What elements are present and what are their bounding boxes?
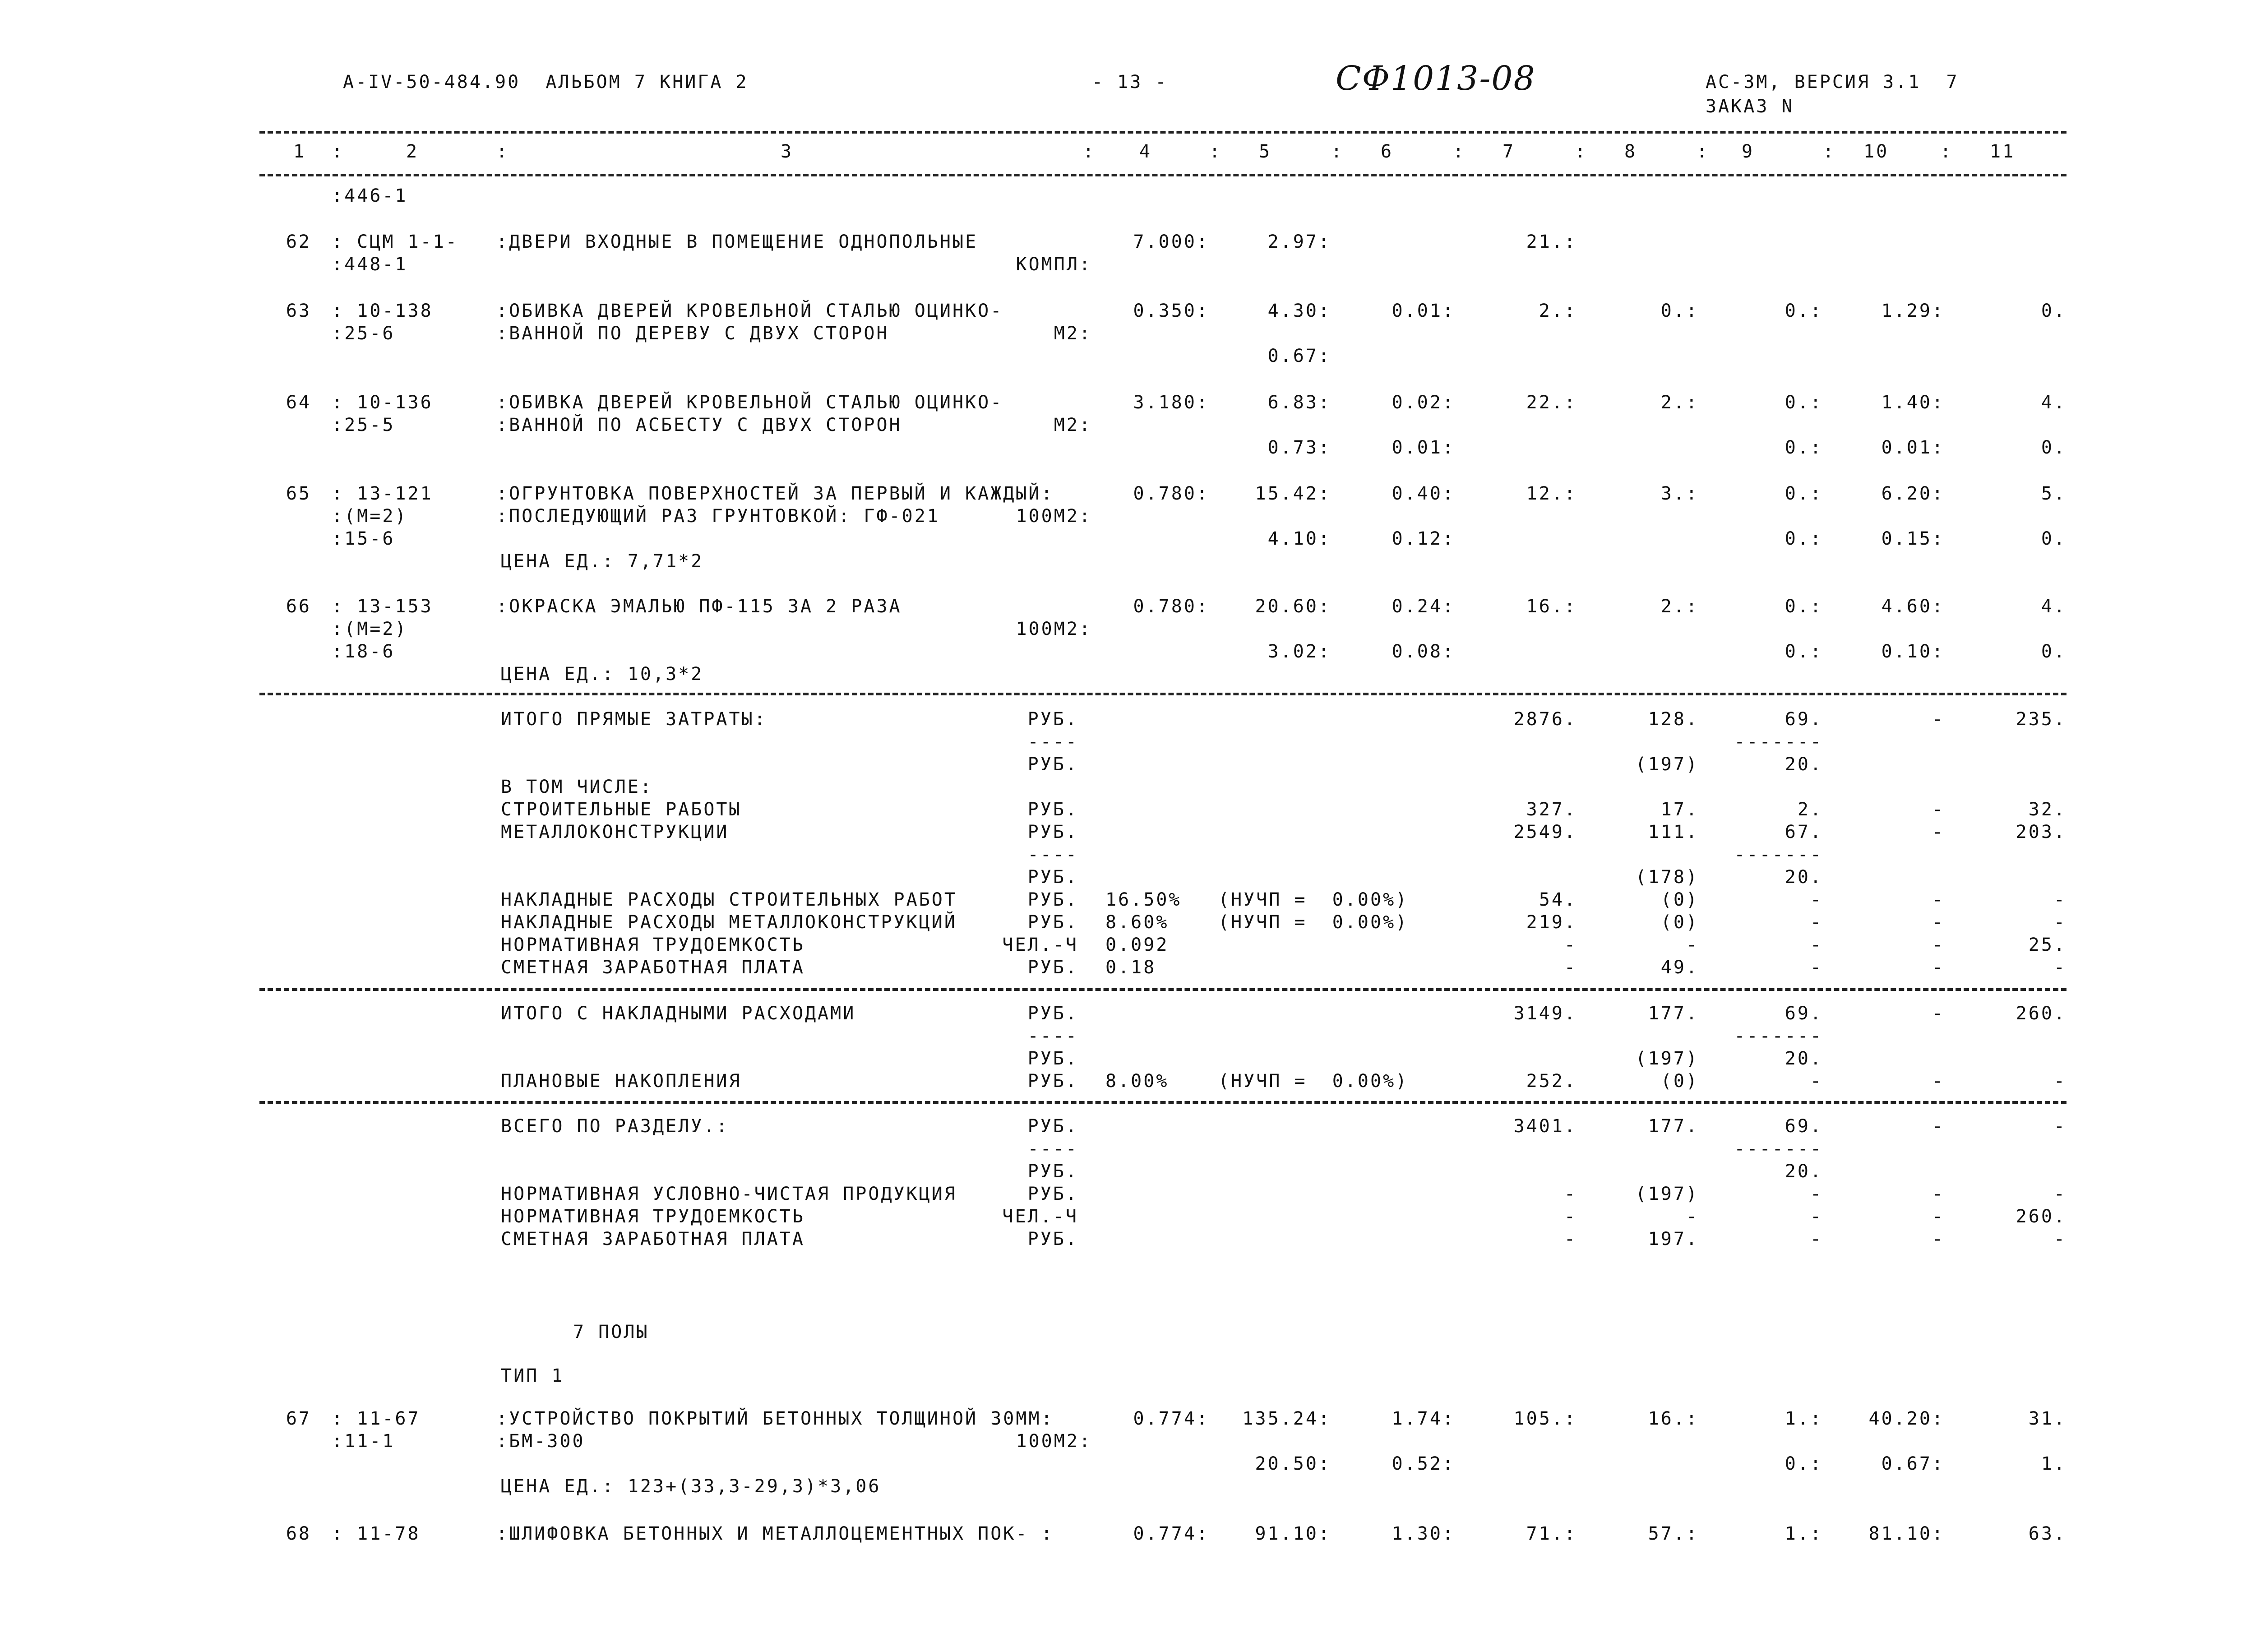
item-unit: 100М2: — [1016, 1431, 1092, 1452]
item-name: :ОКРАСКА ЭМАЛЬЮ ПФ-115 ЗА 2 РАЗА — [496, 596, 902, 617]
cell-c5: 15.42: — [1255, 483, 1331, 504]
item-unit: КОМПЛ: — [1016, 254, 1092, 275]
item-code: :11-1 — [332, 1431, 395, 1452]
summary-label: ВСЕГО ПО РАЗДЕЛУ.: — [501, 1116, 729, 1137]
cell-c4: 7.000: — [1133, 231, 1209, 252]
column-header: 9 — [1742, 141, 1755, 162]
item-number: 62 — [286, 231, 311, 252]
summary-rate: 8.00% — [1105, 1071, 1169, 1092]
order-number: ЗАКАЗ N — [1706, 96, 1794, 117]
cell-c4: 0.774: — [1133, 1523, 1209, 1544]
dashed-separator — [259, 131, 2066, 134]
cell-c9: 0.: — [1784, 392, 1823, 413]
summary-c9: - — [1810, 1229, 1823, 1249]
cell-c6b: 0.01: — [1392, 437, 1455, 458]
column-header: 7 — [1502, 141, 1516, 162]
cell-c9b: 0.: — [1784, 437, 1823, 458]
item-number: 67 — [286, 1408, 311, 1429]
cell-c4: 3.180: — [1133, 392, 1209, 413]
summary-c11: - — [2053, 1229, 2066, 1249]
cell-c5b: 0.73: — [1267, 437, 1331, 458]
summary-c9: ------- — [1734, 844, 1823, 865]
summary-c7: - — [1564, 935, 1577, 955]
summary-c9: 69. — [1784, 1003, 1823, 1024]
cell-c10: 6.20: — [1881, 483, 1945, 504]
summary-c11: - — [2053, 1184, 2066, 1204]
page-number: - 13 - — [1092, 72, 1168, 93]
summary-rate: 16.50% — [1105, 889, 1182, 910]
cell-c10: 1.40: — [1881, 392, 1945, 413]
summary-c7: - — [1564, 1229, 1577, 1249]
summary-unit: ---- — [1027, 731, 1078, 752]
summary-rate: 0.092 — [1105, 935, 1169, 955]
column-header: 4 — [1139, 141, 1152, 162]
item-code: : 10-136 — [332, 392, 433, 413]
summary-unit: РУБ. — [1027, 822, 1078, 842]
summary-c11: 235. — [2016, 709, 2066, 730]
cell-c6: 0.40: — [1392, 483, 1455, 504]
cell-c9: 0.: — [1784, 596, 1823, 617]
item-code: : СЦМ 1-1- — [332, 231, 458, 252]
summary-unit: РУБ. — [1027, 957, 1078, 978]
item-code: :18-6 — [332, 641, 395, 662]
cell-c7: 71.: — [1526, 1523, 1577, 1544]
unit-price: ЦЕНА ЕД.: 123+(33,3-29,3)*3,06 — [501, 1476, 881, 1497]
column-divider: : — [1453, 141, 1464, 162]
cell-c5: 91.10: — [1255, 1523, 1331, 1544]
summary-c11: 260. — [2016, 1206, 2066, 1227]
column-divider: : — [1209, 141, 1220, 162]
summary-label: НОРМАТИВНАЯ ТРУДОЕМКОСТЬ — [501, 935, 805, 955]
cell-c11b: 0. — [2041, 528, 2066, 549]
cell-c6: 0.02: — [1392, 392, 1455, 413]
column-divider: : — [332, 141, 343, 162]
summary-unit: ЧЕЛ.-Ч — [1002, 935, 1078, 955]
item-unit: 100М2: — [1016, 619, 1092, 639]
summary-c9: - — [1810, 912, 1823, 933]
cell-c9b: 0.: — [1784, 641, 1823, 662]
item-name: :ШЛИФОВКА БЕТОННЫХ И МЕТАЛЛОЦЕМЕНТНЫХ ПОК- : — [496, 1523, 1054, 1544]
cell-c10: 81.10: — [1868, 1523, 1945, 1544]
summary-unit: РУБ. — [1027, 1229, 1078, 1249]
summary-c8: (178) — [1635, 867, 1699, 888]
summary-label: ПЛАНОВЫЕ НАКОПЛЕНИЯ — [501, 1071, 742, 1092]
column-header: 6 — [1381, 141, 1394, 162]
summary-c10: - — [1932, 957, 1945, 978]
item-unit: 100М2: — [1016, 506, 1092, 527]
summary-label: В ТОМ ЧИСЛЕ: — [501, 777, 653, 797]
item-code: : 13-153 — [332, 596, 433, 617]
summary-c9: - — [1810, 1206, 1823, 1227]
summary-c10: - — [1932, 912, 1945, 933]
item-code: :25-5 — [332, 415, 395, 435]
item-code: : 13-121 — [332, 483, 433, 504]
cell-c11: 0. — [2041, 301, 2066, 321]
summary-c9: - — [1810, 1184, 1823, 1204]
summary-unit: РУБ. — [1027, 709, 1078, 730]
cell-c5b: 3.02: — [1267, 641, 1331, 662]
summary-note: (НУЧП = 0.00%) — [1218, 912, 1409, 933]
summary-c7: 327. — [1526, 799, 1577, 820]
cell-c11: 31. — [2028, 1408, 2066, 1429]
summary-c9: 20. — [1784, 1048, 1823, 1069]
cell-c10b: 0.10: — [1881, 641, 1945, 662]
summary-label: ИТОГО С НАКЛАДНЫМИ РАСХОДАМИ — [501, 1003, 856, 1024]
cell-c7: 2.: — [1539, 301, 1577, 321]
cell-c10b: 0.15: — [1881, 528, 1945, 549]
cell-c10: 1.29: — [1881, 301, 1945, 321]
cell-c10b: 0.01: — [1881, 437, 1945, 458]
cell-c7: 22.: — [1526, 392, 1577, 413]
item-name: :ПОСЛЕДУЮЩИЙ РАЗ ГРУНТОВКОЙ: ГФ-021 — [496, 506, 940, 527]
cell-c8: 57.: — [1648, 1523, 1699, 1544]
cell-c5: 20.60: — [1255, 596, 1331, 617]
cell-c6: 1.74: — [1392, 1408, 1455, 1429]
cell-c9b: 0.: — [1784, 528, 1823, 549]
summary-label: СМЕТНАЯ ЗАРАБОТНАЯ ПЛАТА — [501, 957, 805, 978]
summary-c9: 69. — [1784, 709, 1823, 730]
summary-c8: 49. — [1660, 957, 1699, 978]
item-unit: М2: — [1054, 415, 1092, 435]
item-number: 68 — [286, 1523, 311, 1544]
summary-c9: - — [1810, 935, 1823, 955]
summary-c9: 2. — [1797, 799, 1823, 820]
column-header: 8 — [1624, 141, 1637, 162]
cell-c8: 2.: — [1660, 392, 1699, 413]
item-name: :ВАННОЙ ПО ДЕРЕВУ С ДВУХ СТОРОН — [496, 323, 889, 344]
summary-label: СМЕТНАЯ ЗАРАБОТНАЯ ПЛАТА — [501, 1229, 805, 1249]
summary-c10: - — [1932, 1229, 1945, 1249]
summary-unit: РУБ. — [1027, 1003, 1078, 1024]
column-divider: : — [1083, 141, 1094, 162]
cell-c11: 4. — [2041, 596, 2066, 617]
item-number: 63 — [286, 301, 311, 321]
unit-price: ЦЕНА ЕД.: 10,3*2 — [501, 664, 704, 685]
summary-c7: 252. — [1526, 1071, 1577, 1092]
column-header: 5 — [1259, 141, 1272, 162]
summary-c8: 177. — [1648, 1116, 1699, 1137]
summary-label: НОРМАТИВНАЯ УСЛОВНО-ЧИСТАЯ ПРОДУКЦИЯ — [501, 1184, 957, 1204]
item-name: :УСТРОЙСТВО ПОКРЫТИЙ БЕТОННЫХ ТОЛЩИНОЙ 30ММ: — [496, 1408, 1054, 1429]
cell-c6: 0.24: — [1392, 596, 1455, 617]
summary-c8: - — [1686, 935, 1699, 955]
summary-c9: - — [1810, 889, 1823, 910]
summary-note: (НУЧП = 0.00%) — [1218, 889, 1409, 910]
summary-c9: 67. — [1784, 822, 1823, 842]
cell-c11: 4. — [2041, 392, 2066, 413]
item-code: :(М=2) — [332, 506, 408, 527]
column-divider: : — [1697, 141, 1708, 162]
cell-c8: 2.: — [1660, 596, 1699, 617]
summary-c10: - — [1932, 709, 1945, 730]
cell-c9: 1.: — [1784, 1523, 1823, 1544]
summary-c10: - — [1932, 822, 1945, 842]
summary-label: СТРОИТЕЛЬНЫЕ РАБОТЫ — [501, 799, 742, 820]
cell-c6b: 0.08: — [1392, 641, 1455, 662]
summary-c9: 20. — [1784, 1161, 1823, 1182]
item-name: :БМ-300 — [496, 1431, 585, 1452]
summary-c10: - — [1932, 889, 1945, 910]
program-version: АС-3М, ВЕРСИЯ 3.1 7 — [1706, 72, 1959, 93]
summary-c8: (197) — [1635, 1048, 1699, 1069]
summary-label: НОРМАТИВНАЯ ТРУДОЕМКОСТЬ — [501, 1206, 805, 1227]
summary-c7: 54. — [1539, 889, 1577, 910]
column-header: 1 — [293, 141, 306, 162]
summary-c8: 197. — [1648, 1229, 1699, 1249]
cell-c11b: 0. — [2041, 641, 2066, 662]
item-code: :446-1 — [332, 185, 408, 206]
item-name: :ОБИВКА ДВЕРЕЙ КРОВЕЛЬНОЙ СТАЛЬЮ ОЦИНКО- — [496, 392, 1003, 413]
summary-c8: (197) — [1635, 754, 1699, 775]
summary-c9: 20. — [1784, 867, 1823, 888]
summary-c10: - — [1932, 1071, 1945, 1092]
summary-unit: ---- — [1027, 1138, 1078, 1159]
dashed-separator — [259, 1101, 2066, 1104]
summary-unit: РУБ. — [1027, 1184, 1078, 1204]
summary-c10: - — [1932, 799, 1945, 820]
summary-c9: ------- — [1734, 1026, 1823, 1046]
summary-c8: - — [1686, 1206, 1699, 1227]
summary-rate: 8.60% — [1105, 912, 1169, 933]
cell-c8: 0.: — [1660, 301, 1699, 321]
summary-label: НАКЛАДНЫЕ РАСХОДЫ СТРОИТЕЛЬНЫХ РАБОТ — [501, 889, 957, 910]
summary-c8: 177. — [1648, 1003, 1699, 1024]
summary-c9: - — [1810, 1071, 1823, 1092]
summary-c11: - — [2053, 1071, 2066, 1092]
summary-c8: (0) — [1660, 889, 1699, 910]
item-number: 64 — [286, 392, 311, 413]
column-divider: : — [496, 141, 508, 162]
column-header: 2 — [406, 141, 419, 162]
item-code: : 11-67 — [332, 1408, 421, 1429]
column-divider: : — [1823, 141, 1834, 162]
summary-c11: 25. — [2028, 935, 2066, 955]
summary-c8: 111. — [1648, 822, 1699, 842]
summary-unit: РУБ. — [1027, 1071, 1078, 1092]
cell-c9: 0.: — [1784, 483, 1823, 504]
summary-label: НАКЛАДНЫЕ РАСХОДЫ МЕТАЛЛОКОНСТРУКЦИЙ — [501, 912, 957, 933]
summary-unit: РУБ. — [1027, 867, 1078, 888]
summary-c8: 128. — [1648, 709, 1699, 730]
item-name: :ОГРУНТОВКА ПОВЕРХНОСТЕЙ ЗА ПЕРВЫЙ И КАЖДЫЙ: — [496, 483, 1054, 504]
cell-c5b: 0.67: — [1267, 346, 1331, 366]
unit-price: ЦЕНА ЕД.: 7,71*2 — [501, 551, 704, 572]
item-name: :ОБИВКА ДВЕРЕЙ КРОВЕЛЬНОЙ СТАЛЬЮ ОЦИНКО- — [496, 301, 1003, 321]
column-header: 11 — [1990, 141, 2016, 162]
item-code: : 10-138 — [332, 301, 433, 321]
column-divider: : — [1331, 141, 1342, 162]
cell-c10b: 0.67: — [1881, 1453, 1945, 1474]
cell-c9b: 0.: — [1784, 1453, 1823, 1474]
summary-c11: - — [2053, 889, 2066, 910]
cell-c11b: 1. — [2041, 1453, 2066, 1474]
column-divider: : — [1575, 141, 1586, 162]
summary-unit: РУБ. — [1027, 912, 1078, 933]
summary-c7: - — [1564, 1206, 1577, 1227]
cell-c11b: 0. — [2041, 437, 2066, 458]
cell-c9: 0.: — [1784, 301, 1823, 321]
handwritten-stamp: СФ1013-08 — [1336, 59, 1536, 98]
dashed-separator — [259, 693, 2066, 695]
summary-rate: 0.18 — [1105, 957, 1156, 978]
summary-c10: - — [1932, 1206, 1945, 1227]
section-type: ТИП 1 — [501, 1365, 564, 1386]
cell-c5: 4.30: — [1267, 301, 1331, 321]
cell-c10: 40.20: — [1868, 1408, 1945, 1429]
summary-unit: РУБ. — [1027, 889, 1078, 910]
item-number: 66 — [286, 596, 311, 617]
cell-c8: 16.: — [1648, 1408, 1699, 1429]
item-code: :25-6 — [332, 323, 395, 344]
summary-c7: - — [1564, 1184, 1577, 1204]
column-header: 10 — [1863, 141, 1889, 162]
cell-c10: 4.60: — [1881, 596, 1945, 617]
cell-c5: 135.24: — [1242, 1408, 1331, 1429]
cell-c11: 63. — [2028, 1523, 2066, 1544]
item-unit: М2: — [1054, 323, 1092, 344]
summary-note: (НУЧП = 0.00%) — [1218, 1071, 1409, 1092]
item-name: :ВАННОЙ ПО АСБЕСТУ С ДВУХ СТОРОН — [496, 415, 902, 435]
item-number: 65 — [286, 483, 311, 504]
summary-c8: (0) — [1660, 1071, 1699, 1092]
summary-c8: (0) — [1660, 912, 1699, 933]
cell-c6b: 0.12: — [1392, 528, 1455, 549]
summary-c11: 32. — [2028, 799, 2066, 820]
summary-label: ИТОГО ПРЯМЫЕ ЗАТРАТЫ: — [501, 709, 767, 730]
item-code: :(М=2) — [332, 619, 408, 639]
cell-c4: 0.350: — [1133, 301, 1209, 321]
summary-unit: РУБ. — [1027, 1161, 1078, 1182]
cell-c4: 0.780: — [1133, 483, 1209, 504]
summary-c9: - — [1810, 957, 1823, 978]
summary-unit: РУБ. — [1027, 1116, 1078, 1137]
summary-c10: - — [1932, 1116, 1945, 1137]
cell-c5: 6.83: — [1267, 392, 1331, 413]
summary-c8: 17. — [1660, 799, 1699, 820]
summary-c9: ------- — [1734, 1138, 1823, 1159]
item-name: :ДВЕРИ ВХОДНЫЕ В ПОМЕЩЕНИЕ ОДНОПОЛЬНЫЕ — [496, 231, 978, 252]
summary-c7: 3401. — [1513, 1116, 1577, 1137]
column-divider: : — [1940, 141, 1951, 162]
dashed-separator — [259, 988, 2066, 991]
cell-c6b: 0.52: — [1392, 1453, 1455, 1474]
summary-c9: ------- — [1734, 731, 1823, 752]
section-title: 7 ПОЛЫ — [573, 1322, 649, 1342]
summary-c11: 203. — [2016, 822, 2066, 842]
cell-c5: 2.97: — [1267, 231, 1331, 252]
dashed-separator — [259, 174, 2066, 176]
cell-c5b: 20.50: — [1255, 1453, 1331, 1474]
cell-c9: 1.: — [1784, 1408, 1823, 1429]
cell-c4: 0.774: — [1133, 1408, 1209, 1429]
document-code: A-IV-50-484.90 АЛЬБОМ 7 КНИГА 2 — [343, 72, 749, 93]
summary-c11: - — [2053, 1116, 2066, 1137]
item-code: :448-1 — [332, 254, 408, 275]
cell-c7: 12.: — [1526, 483, 1577, 504]
summary-c7: 2876. — [1513, 709, 1577, 730]
cell-c5b: 4.10: — [1267, 528, 1331, 549]
summary-c11: - — [2053, 957, 2066, 978]
summary-c9: 20. — [1784, 754, 1823, 775]
item-code: : 11-78 — [332, 1523, 421, 1544]
cell-c7: 16.: — [1526, 596, 1577, 617]
summary-unit: ---- — [1027, 1026, 1078, 1046]
summary-unit: РУБ. — [1027, 754, 1078, 775]
cell-c7: 105.: — [1513, 1408, 1577, 1429]
summary-c11: - — [2053, 912, 2066, 933]
summary-c10: - — [1932, 1003, 1945, 1024]
summary-c9: 69. — [1784, 1116, 1823, 1137]
cell-c4: 0.780: — [1133, 596, 1209, 617]
summary-c7: 2549. — [1513, 822, 1577, 842]
cell-c6: 0.01: — [1392, 301, 1455, 321]
summary-c7: 3149. — [1513, 1003, 1577, 1024]
summary-label: МЕТАЛЛОКОНСТРУКЦИИ — [501, 822, 729, 842]
item-code: :15-6 — [332, 528, 395, 549]
summary-unit: РУБ. — [1027, 799, 1078, 820]
summary-c7: 219. — [1526, 912, 1577, 933]
summary-unit: РУБ. — [1027, 1048, 1078, 1069]
summary-c10: - — [1932, 1184, 1945, 1204]
summary-c10: - — [1932, 935, 1945, 955]
cell-c6: 1.30: — [1392, 1523, 1455, 1544]
cell-c7: 21.: — [1526, 231, 1577, 252]
summary-c11: 260. — [2016, 1003, 2066, 1024]
summary-unit: ЧЕЛ.-Ч — [1002, 1206, 1078, 1227]
summary-unit: ---- — [1027, 844, 1078, 865]
summary-c8: (197) — [1635, 1184, 1699, 1204]
cell-c11: 5. — [2041, 483, 2066, 504]
cell-c8: 3.: — [1660, 483, 1699, 504]
summary-c7: - — [1564, 957, 1577, 978]
column-header: 3 — [781, 141, 794, 162]
